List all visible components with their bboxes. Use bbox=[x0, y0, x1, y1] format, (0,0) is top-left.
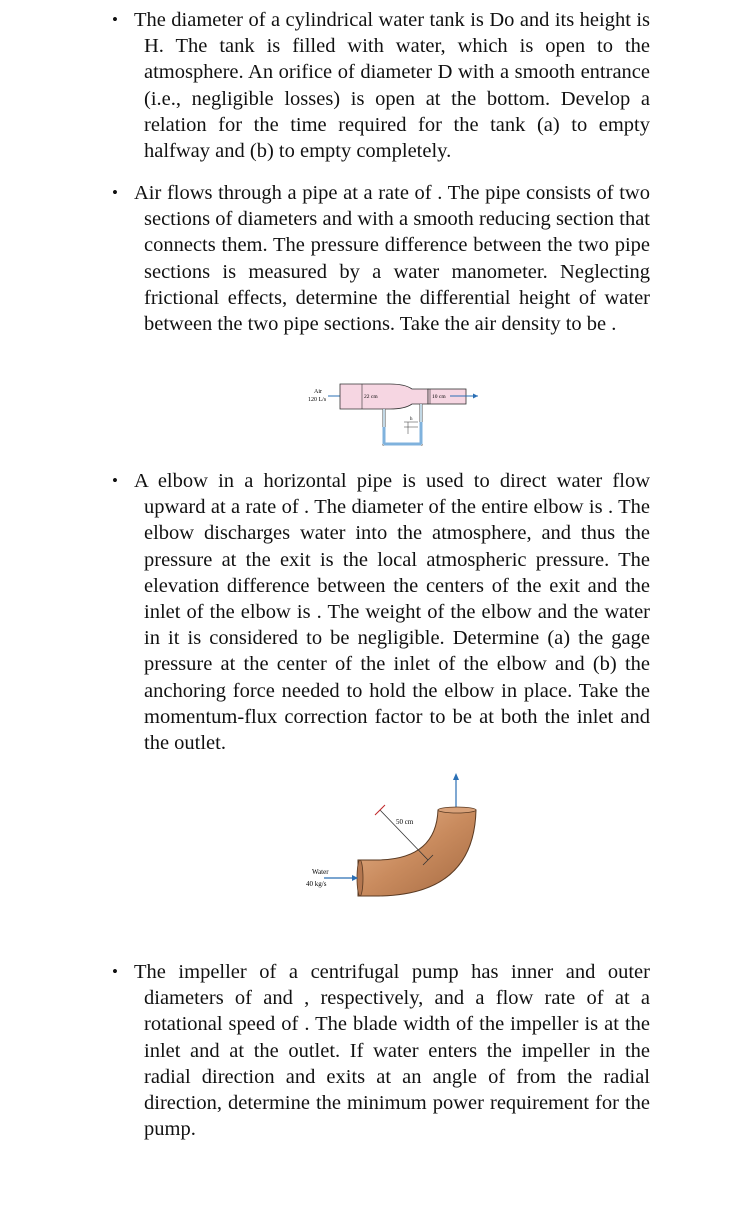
bullet: • bbox=[112, 183, 118, 202]
bullet: • bbox=[112, 962, 118, 981]
height-h-label: h bbox=[410, 417, 413, 422]
bullet: • bbox=[112, 10, 118, 29]
problem-1-text: The diameter of a cylindrical water tank is Do and its height is H. The tank is filled with water, which is open to the atmosphere. An orifice of diameter D with a smooth entrance (i.e., negligible losses) is open at the bottom. Develop a relation for the time required for the tank (a) to empty halfway and (b) to empty completely. bbox=[134, 9, 650, 163]
bullet: • bbox=[112, 471, 118, 490]
problem-4-text: The impeller of a centrifugal pump has inner and outer diameters of and , respectively, and a flow rate of at a rotational speed of . The blade width of the impeller is at the inlet and at the outlet. If water enters the impeller in the radial direction and exits at an angle of from the radial direction, determine the minimum power requirement for the pump. bbox=[134, 961, 650, 1141]
problem-2-text: Air flows through a pipe at a rate of . The pipe consists of two sections of diameters and with a smooth reducing section that connects them. The pressure difference between the two pipe sections is measured by a water manometer. Neglecting frictional effects, determine the differential height of water between the two pipe sections. Take the air density to be . bbox=[134, 182, 650, 336]
water-flow-label: 40 kg/s bbox=[306, 880, 327, 888]
air-label: Air bbox=[314, 389, 322, 395]
problem-4 bbox=[112, 959, 650, 1142]
problem-2 bbox=[112, 180, 650, 337]
problem-3-text: A elbow in a horizontal pipe is used to direct water flow upward at a rate of . The diameter of the entire elbow is . The elbow discharges water into the atmosphere, and thus the pressure at the exit is the local atmospheric pressure. The elevation difference between the centers of the exit and the inlet of the elbow is . The weight of the elbow and the water in it is considered to be negligible. Determine (a) the gage pressure at the center of the inlet of the elbow and (b) the anchoring force needed to hold the elbow in place. Take the momentum-flux correction factor to be at both the inlet and the outlet. bbox=[134, 470, 650, 755]
air-flow-label: 120 L/s bbox=[308, 397, 327, 403]
problem-1 bbox=[112, 7, 650, 164]
manometer-pipe-figure bbox=[300, 372, 490, 452]
diameter-2-label: 10 cm bbox=[432, 394, 446, 400]
water-label: Water bbox=[312, 868, 329, 876]
elbow-pipe-figure bbox=[296, 768, 486, 908]
elevation-label: 50 cm bbox=[396, 818, 414, 826]
diameter-1-label: 22 cm bbox=[364, 394, 378, 400]
problem-3 bbox=[112, 468, 650, 756]
